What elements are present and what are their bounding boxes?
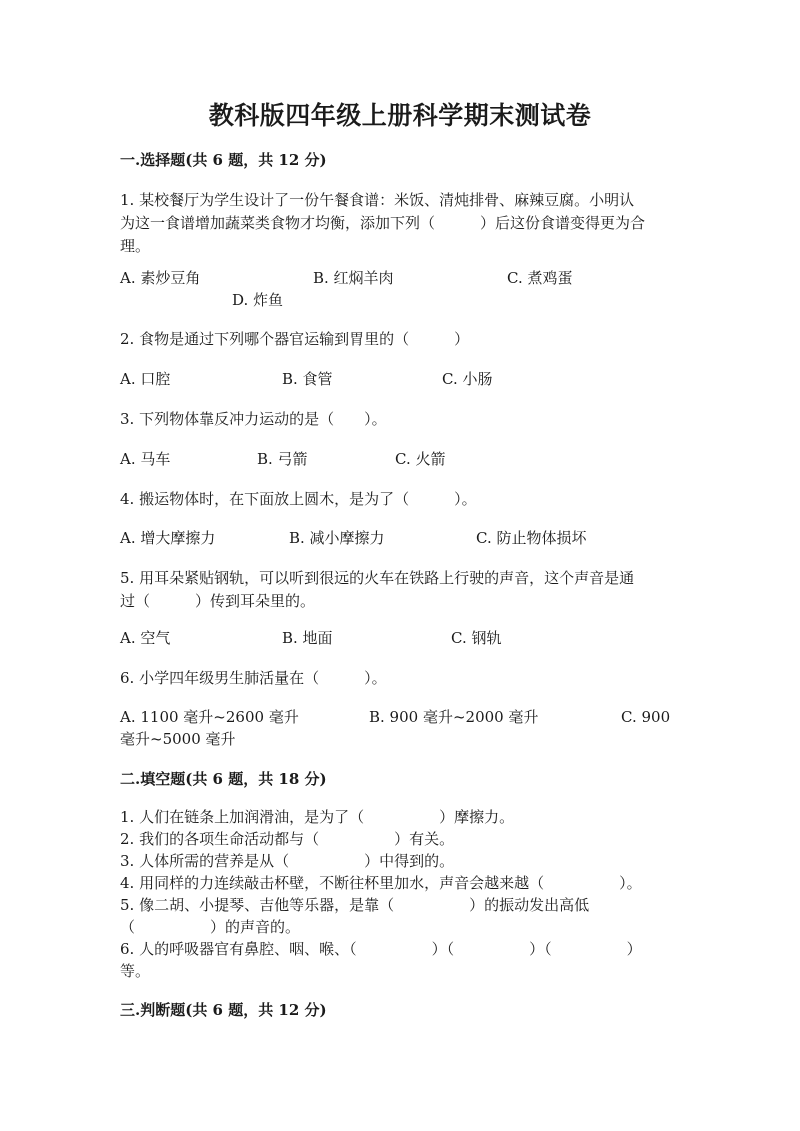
fill-blank-3: 3. 人体所需的营养是从（ ）中得到的。: [120, 852, 455, 870]
question-4-option-b: B. 减小摩擦力: [289, 529, 385, 547]
question-6-option-c-continued: 毫升~5000 毫升: [120, 730, 236, 748]
question-6: 6. 小学四年级男生肺活量在（ ）。: [120, 669, 387, 687]
section-heading-judge: 三.判断题(共 6 题，共 12 分): [120, 1001, 327, 1019]
question-5-option-b: B. 地面: [282, 629, 333, 647]
page-title: 教科版四年级上册科学期末测试卷: [208, 101, 592, 130]
question-4: 4. 搬运物体时，在下面放上圆木，是为了（ ）。: [120, 490, 477, 508]
question-2-option-a: A. 口腔: [120, 370, 171, 388]
question-1-line-1: 1. 某校餐厅为学生设计了一份午餐食谱：米饭、清炖排骨、麻辣豆腐。小明认: [120, 191, 635, 209]
fill-blank-2: 2. 我们的各项生命活动都与（ ）有关。: [120, 830, 455, 848]
fill-blank-4: 4. 用同样的力连续敲击杯壁，不断往杯里加水，声音会越来越（ ）。: [120, 874, 642, 892]
question-4-option-c: C. 防止物体损坏: [476, 529, 587, 547]
question-1-option-c: C. 煮鸡蛋: [507, 269, 573, 287]
question-5-line-1: 5. 用耳朵紧贴钢轨，可以听到很远的火车在铁路上行驶的声音，这个声音是通: [120, 569, 635, 587]
question-1-line-2: 为这一食谱增加蔬菜类食物才均衡，添加下列（ ）后这份食谱变得更为合: [120, 214, 646, 232]
question-1-line-3: 理。: [120, 237, 151, 255]
question-1-option-b: B. 红焖羊肉: [313, 269, 394, 287]
question-3: 3. 下列物体靠反冲力运动的是（ ）。: [120, 410, 387, 428]
fill-blank-1: 1. 人们在链条上加润滑油，是为了（ ）摩擦力。: [120, 808, 515, 826]
question-5-option-a: A. 空气: [120, 629, 171, 647]
fill-blank-6-continued: 等。: [120, 962, 151, 980]
fill-blank-5-continued: （ ）的声音的。: [120, 918, 301, 936]
question-3-option-c: C. 火箭: [395, 450, 446, 468]
fill-blank-5: 5. 像二胡、小提琴、吉他等乐器，是靠（ ）的振动发出高低: [120, 896, 590, 914]
question-5-line-2: 过（ ）传到耳朵里的。: [120, 592, 316, 610]
question-3-option-b: B. 弓箭: [257, 450, 308, 468]
question-2: 2. 食物是通过下列哪个器官运输到胃里的（ ）: [120, 330, 470, 348]
question-6-option-a: A. 1100 毫升~2600 毫升: [120, 708, 299, 726]
fill-blank-6: 6. 人的呼吸器官有鼻腔、咽、喉、（ ）（ ）（ ）: [120, 940, 642, 958]
question-2-option-b: B. 食管: [282, 370, 333, 388]
section-heading-choice: 一.选择题(共 6 题，共 12 分): [120, 151, 327, 169]
question-2-option-c: C. 小肠: [442, 370, 493, 388]
question-1-option-a: A. 素炒豆角: [120, 269, 201, 287]
question-1: [120, 189, 680, 258]
question-3-option-a: A. 马车: [120, 450, 171, 468]
question-4-option-a: A. 增大摩擦力: [120, 529, 216, 547]
question-6-option-b: B. 900 毫升~2000 毫升: [369, 708, 539, 726]
question-5-option-c: C. 钢轨: [451, 629, 502, 647]
question-5: [120, 567, 680, 613]
section-heading-fill: 二.填空题(共 6 题，共 18 分): [120, 770, 327, 788]
question-6-option-c: C. 900: [621, 708, 671, 726]
question-1-option-d: D. 炸鱼: [232, 291, 284, 309]
